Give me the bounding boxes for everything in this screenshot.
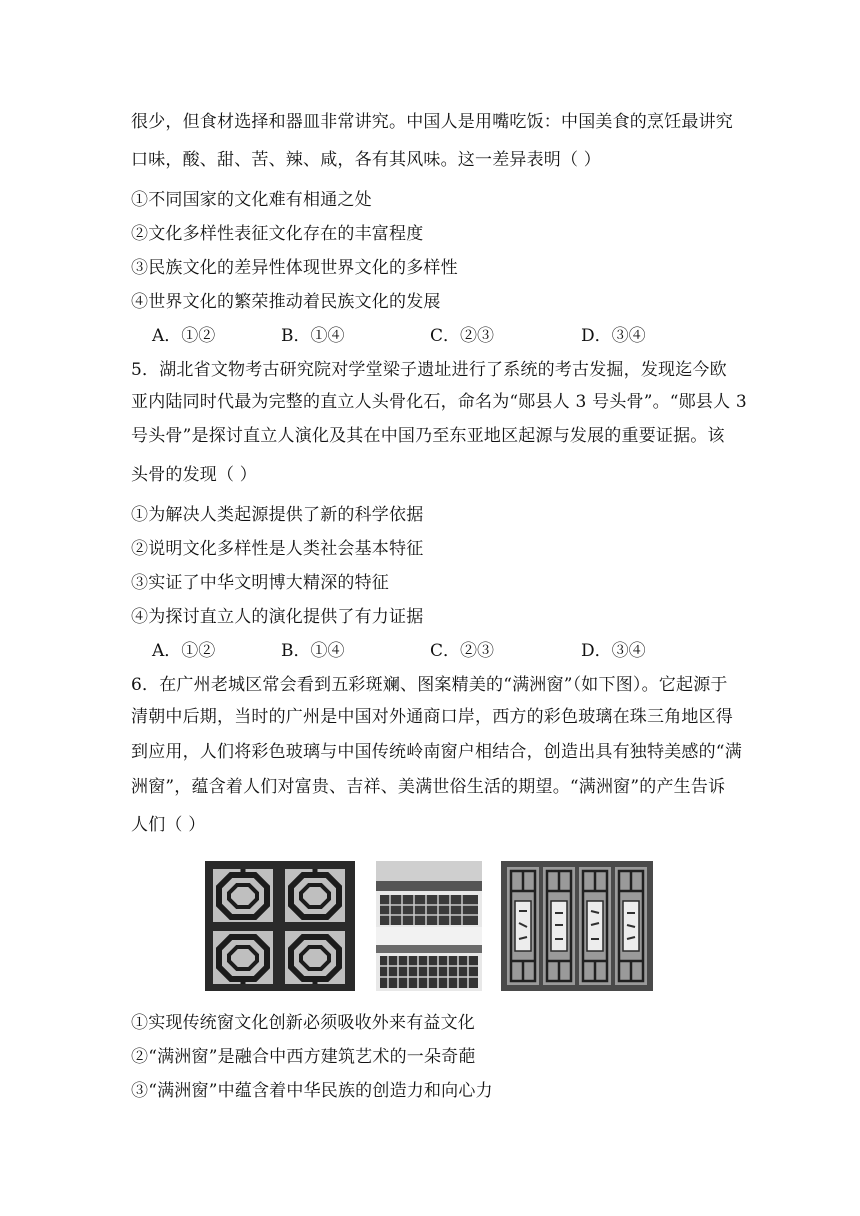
- q4-option-1: ①不同国家的文化难有相通之处: [131, 190, 372, 210]
- q6-option-1: ①实现传统窗文化创新必须吸收外来有益文化: [131, 1013, 475, 1033]
- q6-stem-line-5: 人们（ ）: [131, 815, 206, 835]
- q6-stem-line-4: 洲窗”，蕴含着人们对富贵、吉祥、美满世俗生活的期望。“满洲窗”的产生告诉: [131, 777, 726, 797]
- q5-option-1: ①为解决人类起源提供了新的科学依据: [131, 505, 424, 525]
- q5-choice-c: C．②③: [430, 641, 495, 661]
- q4-option-2: ②文化多样性表征文化存在的丰富程度: [131, 224, 424, 244]
- q5-stem-line-1: 5．湖北省文物考古研究院对学堂梁子遗址进行了系统的考古发掘，发现迄今欧: [131, 360, 727, 380]
- q5-choice-a: A．①②: [152, 641, 216, 661]
- q4-stem-line-1: 很少，但食材选择和器皿非常讲究。中国人是用嘴吃饭：中国美食的烹饪最讲究: [131, 112, 733, 132]
- q5-option-4: ④为探讨直立人的演化提供了有力证据: [131, 607, 424, 627]
- window-photo-1: [205, 861, 355, 991]
- window-photo-3: [501, 861, 653, 991]
- q4-stem-line-2: 口味，酸、甜、苦、辣、咸，各有其风味。这一差异表明（ ）: [131, 150, 602, 170]
- q5-choice-b: B．①④: [281, 641, 345, 661]
- q5-stem-line-3: 号头骨”是探讨直立人演化及其在中国乃至东亚地区起源与发展的重要证据。该: [131, 426, 725, 446]
- q5-option-3: ③实证了中华文明博大精深的特征: [131, 573, 389, 593]
- window-photo-2: [376, 861, 482, 991]
- q5-option-2: ②说明文化多样性是人类社会基本特征: [131, 539, 424, 559]
- q4-choice-c: C．②③: [430, 326, 495, 346]
- q4-option-4: ④世界文化的繁荣推动着民族文化的发展: [131, 292, 441, 312]
- q6-option-3: ③“满洲窗”中蕴含着中华民族的创造力和向心力: [131, 1081, 493, 1101]
- q5-choice-d: D．③④: [581, 641, 646, 661]
- q4-option-3: ③民族文化的差异性体现世界文化的多样性: [131, 258, 458, 278]
- q4-choice-b: B．①④: [281, 326, 345, 346]
- q6-stem-line-1: 6．在广州老城区常会看到五彩斑斓、图案精美的“满洲窗”（如下图）。它起源于: [131, 675, 728, 695]
- q4-choice-d: D．③④: [581, 326, 646, 346]
- q6-stem-line-3: 到应用，人们将彩色玻璃与中国传统岭南窗户相结合，创造出具有独特美感的“满: [131, 742, 742, 762]
- q5-stem-line-4: 头骨的发现（ ）: [131, 465, 258, 485]
- q4-choice-a: A．①②: [152, 326, 216, 346]
- q6-option-2: ②“满洲窗”是融合中西方建筑艺术的一朵奇葩: [131, 1047, 476, 1067]
- q6-stem-line-2: 清朝中后期，当时的广州是中国对外通商口岸，西方的彩色玻璃在珠三角地区得: [131, 707, 733, 727]
- manchu-window-photos: [205, 861, 653, 991]
- q5-stem-line-2: 亚内陆同时代最为完整的直立人头骨化石，命名为“郧县人 3 号头骨”。“郧县人 3: [131, 392, 747, 412]
